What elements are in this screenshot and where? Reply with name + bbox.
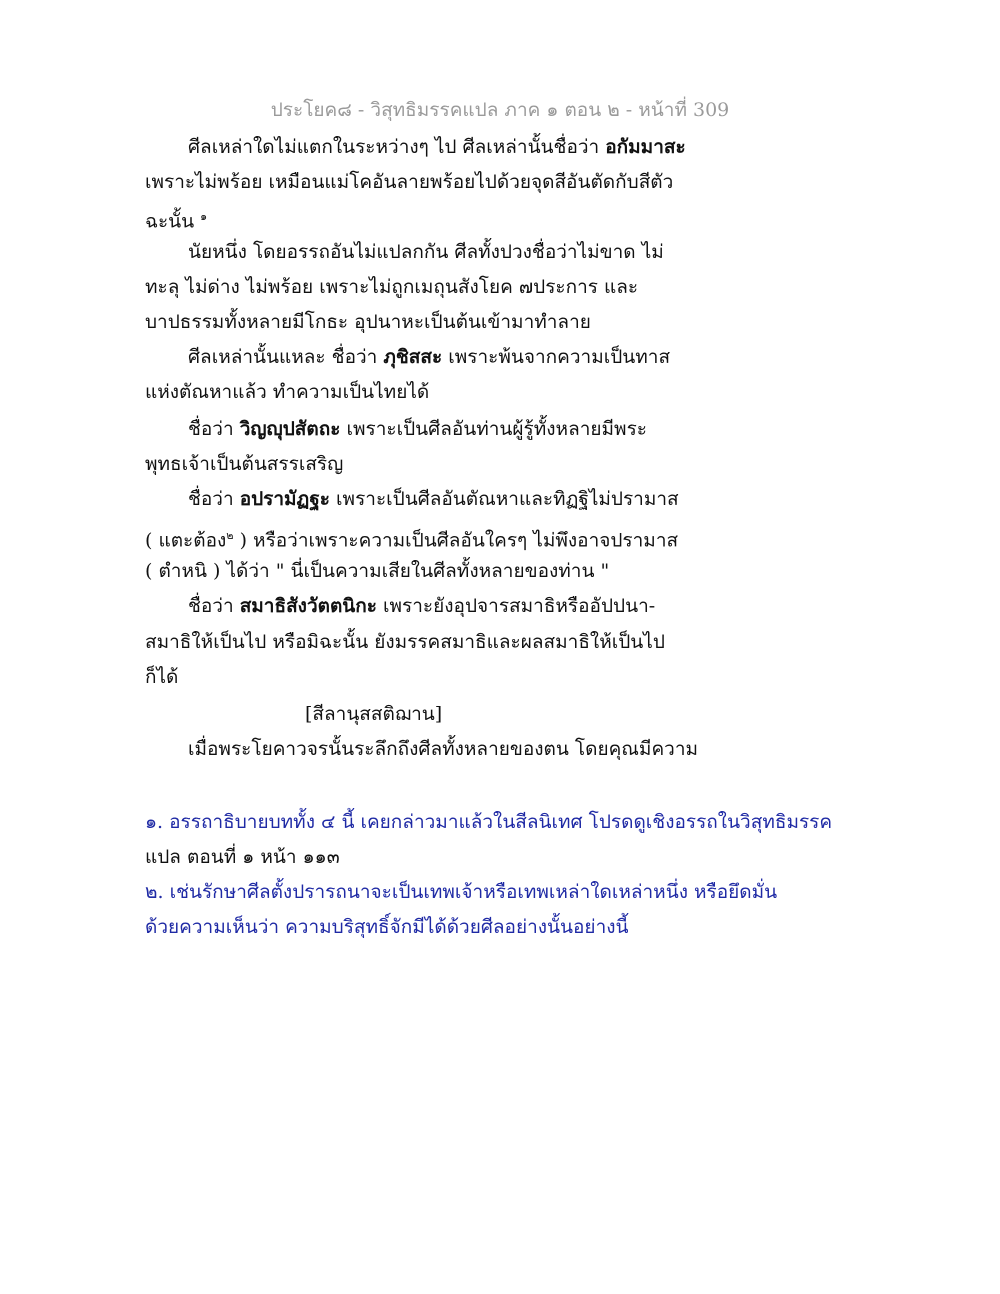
body-line-2 <box>145 168 673 196</box>
footnote-1-line-1: ๑. อรรถาธิบายบททั้ง ๔ นี้ เคยกล่าวมาแล้วในสีลนิเทศ โปรดดูเชิงอรรถในวิสุทธิมรรค <box>145 811 833 833</box>
text-span: แห่งตัณหาแล้ว ทำความเป็นไทยได้ <box>145 381 430 403</box>
text-span: ทะลุ ไม่ด่าง ไม่พร้อย เพราะไม่ถูกเมถุนสังโยค ๗ประการ และ <box>145 276 639 298</box>
footnote-2-line-2: ด้วยความเห็นว่า ความบริสุทธิ์จักมีได้ด้วยศีลอย่างนั้นอย่างนี้ <box>145 916 629 938</box>
text-span: นัยหนึ่ง โดยอรรถอันไม่แปลกกัน ศีลทั้งปวงชื่อว่าไม่ขาด ไม่ <box>188 241 664 263</box>
body-line-9 <box>188 415 647 443</box>
footnote-2-line-1: ๒. เช่นรักษาศีลตั้งปรารถนาจะเป็นเทพเจ้าหรือเทพเหล่าใดเหล่าหนึ่ง หรือยึดมั่น <box>145 881 778 903</box>
text-span: ศีลเหล่าใดไม่แตกในระหว่างๆ ไป ศีลเหล่านั้นชื่อว่า <box>188 136 606 158</box>
text-span: เพราะเป็นศีลอันตัณหาและทิฏฐิไม่ปรามาส <box>330 488 679 510</box>
footnote-marker: ๑ <box>200 210 208 223</box>
text-span: [สีลานุสสติฌาน] <box>305 703 443 725</box>
text-span: ( แตะต้อง <box>145 529 227 552</box>
body-line-14 <box>188 592 655 620</box>
footnote-1-line-2: แปล ตอนที่ ๑ หน้า ๑๑๓ <box>145 846 340 868</box>
body-line-18 <box>188 735 698 763</box>
body-line-16 <box>145 663 178 691</box>
page-header: ประโยค๘ - วิสุทธิมรรคแปล ภาค ๑ ตอน ๒ - หน้าที่ 309 <box>270 99 730 121</box>
body-line-13 <box>145 557 609 585</box>
body-line-4 <box>188 238 664 266</box>
text-span: ( ตำหนิ ) ได้ว่า " นี่เป็นความเสียในศีลทั้งหลายของท่าน " <box>145 560 610 582</box>
text-span: บาปธรรมทั้งหลายมีโกธะ อุปนาหะเป็นต้นเข้ามาทำลาย <box>145 311 591 333</box>
text-span: เมื่อพระโยคาวจรนั้นระลึกถึงศีลทั้งหลายของตน โดยคุณมีความ <box>188 738 699 760</box>
text-span: ชื่อว่า <box>188 418 240 440</box>
text-span: ก็ได้ <box>145 666 179 688</box>
text-span: ชื่อว่า <box>188 595 240 617</box>
text-span: ฉะนั้น <box>145 210 201 233</box>
body-line-3 <box>145 203 207 235</box>
text-span: เพราะไม่พร้อย เหมือนแม่โคอันลายพร้อยไปด้วยจุดสีอันตัดกับสีตัว <box>145 171 674 193</box>
term-bold: ภุชิสสะ <box>383 346 443 368</box>
body-line-8 <box>145 378 429 406</box>
text-span: สมาธิให้เป็นไป หรือมิฉะนั้น ยังมรรคสมาธิและผลสมาธิให้เป็นไป <box>145 631 665 653</box>
body-line-12 <box>145 522 678 554</box>
body-line-7 <box>188 343 670 371</box>
section-heading <box>305 700 442 728</box>
text-span: เพราะยังอุปจารสมาธิหรืออัปปนา- <box>377 595 656 617</box>
term-bold: วิญญุปสัตถะ <box>239 418 341 440</box>
body-line-11 <box>188 485 679 513</box>
body-line-6 <box>145 308 591 336</box>
term-bold: สมาธิสังวัตตนิกะ <box>239 595 377 617</box>
text-span: ) หรือว่าเพราะความเป็นศีลอันใครๆ ไม่พึงอาจปรามาส <box>233 529 679 552</box>
body-line-10 <box>145 450 343 478</box>
footnote-marker: ๒ <box>226 529 234 542</box>
text-span: ศีลเหล่านั้นแหละ ชื่อว่า <box>188 346 384 368</box>
body-line-5 <box>145 273 638 301</box>
text-span: เพราะพ้นจากความเป็นทาส <box>442 346 671 368</box>
body-line-1 <box>188 133 686 161</box>
term-bold: อปรามัฏฐะ <box>239 488 331 510</box>
text-span: เพราะเป็นศีลอันท่านผู้รู้ทั้งหลายมีพระ <box>340 418 647 440</box>
body-line-15 <box>145 628 665 656</box>
text-span: ชื่อว่า <box>188 488 240 510</box>
text-span: พุทธเจ้าเป็นต้นสรรเสริญ <box>145 453 344 475</box>
term-bold: อกัมมาสะ <box>605 136 686 158</box>
